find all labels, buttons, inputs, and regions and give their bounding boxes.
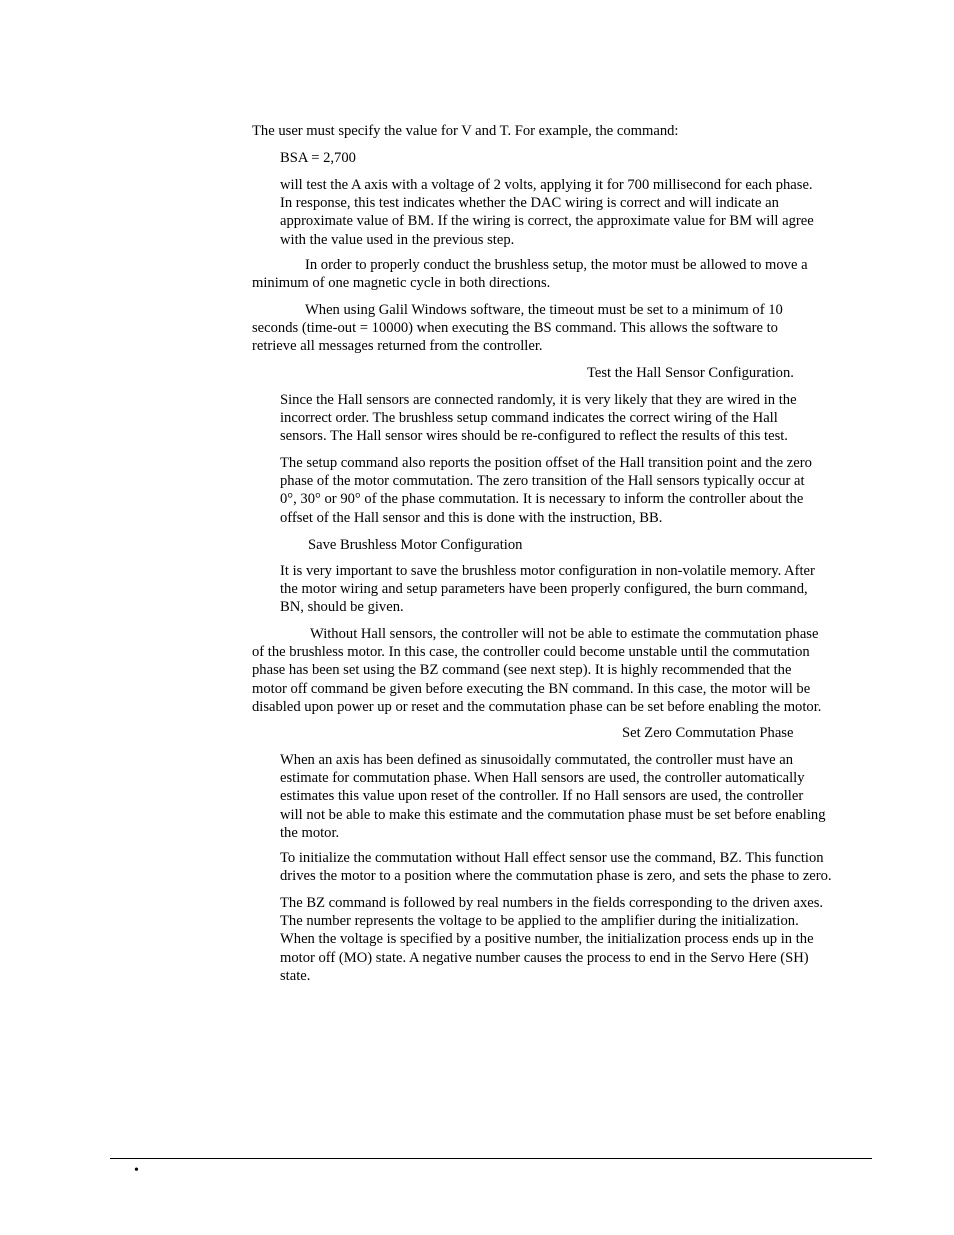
save-paragraph: It is very important to save the brushless motor configuration in non-volatile memory. After the motor wiring and setup parameters have been properly configured, the burn command, BN, should be given. xyxy=(280,563,815,616)
no-hall-note-paragraph: Without Hall sensors, the controller will not be able to estimate the commutation phase of the brushless motor. In this case, the controller could become unstable until the commutation phase has been set using the BZ command (see next step). It is highly recommended that the motor off command be given before executing the BN command. In this case, the motor will be disabled upon power up or reset and the commutation phase can be set before enabling the motor. xyxy=(252,626,822,715)
footer-bullet: • xyxy=(134,1163,139,1178)
intro-paragraph: The user must specify the value for V and T. For example, the command: xyxy=(252,123,679,139)
real-numbers-paragraph: The BZ command is followed by real numbers in the fields corresponding to the driven axes. The number represents the voltage to be applied to the amplifier during the initialization. When the voltage is specified by a positive number, the initialization process ends up in the motor off (MO) state. A negative number causes the process to end in the Servo Here (SH) state. xyxy=(280,895,824,984)
heading-save-config: Save Brushless Motor Configuration xyxy=(308,537,523,553)
move-note-paragraph: In order to properly conduct the brushless setup, the motor must be allowed to move a minimum of one magnetic cycle in both directions. xyxy=(252,257,808,292)
footer-rule xyxy=(110,1158,872,1159)
command-example: BSA = 2,700 xyxy=(280,150,356,166)
heading-hall-sensor: Test the Hall Sensor Configuration. xyxy=(587,365,794,381)
bz-command-paragraph: To initialize the commutation without Hall effect sensor use the command, BZ. This function drives the motor to a position where the commutation phase is zero, and sets the phase to zero. xyxy=(280,850,832,885)
test-paragraph: will test the A axis with a voltage of 2 volts, applying it for 700 millisecond for each phase. In response, this test indicates whether the DAC wiring is correct and will indicate an approximate value of BM. If the wiring is correct, the approximate value for BM will agree with the value used in the previous step. xyxy=(280,177,814,248)
random-wiring-paragraph: Since the Hall sensors are connected randomly, it is very likely that they are wired in the incorrect order. The brushless setup command indicates the correct wiring of the Hall sensors. The Hall sensor wires should be re-configured to reflect the results of this test. xyxy=(280,392,797,445)
galil-note-paragraph: When using Galil Windows software, the timeout must be set to a minimum of 10 seconds (time-out = 10000) when executing the BS command. This allows the software to retrieve all messages returned from the controller. xyxy=(252,302,783,355)
offset-paragraph: The setup command also reports the position offset of the Hall transition point and the zero phase of the motor commutation. The zero transition of the Hall sensors typically occur at 0°, 30° or 90° of the phase commutation. It is necessary to inform the controller about the offset of the Hall sensor and this is done with the instruction, BB. xyxy=(280,455,812,526)
heading-zero-phase: Set Zero Commutation Phase xyxy=(622,725,794,741)
sinusoidal-paragraph: When an axis has been defined as sinusoidally commutated, the controller must have an estimate for commutation phase. When Hall sensors are used, the controller automatically estimates this value upon reset of the controller. If no Hall sensors are used, the controller will not be able to make this estimate and the commutation phase must be set before enabling the motor. xyxy=(280,752,826,841)
